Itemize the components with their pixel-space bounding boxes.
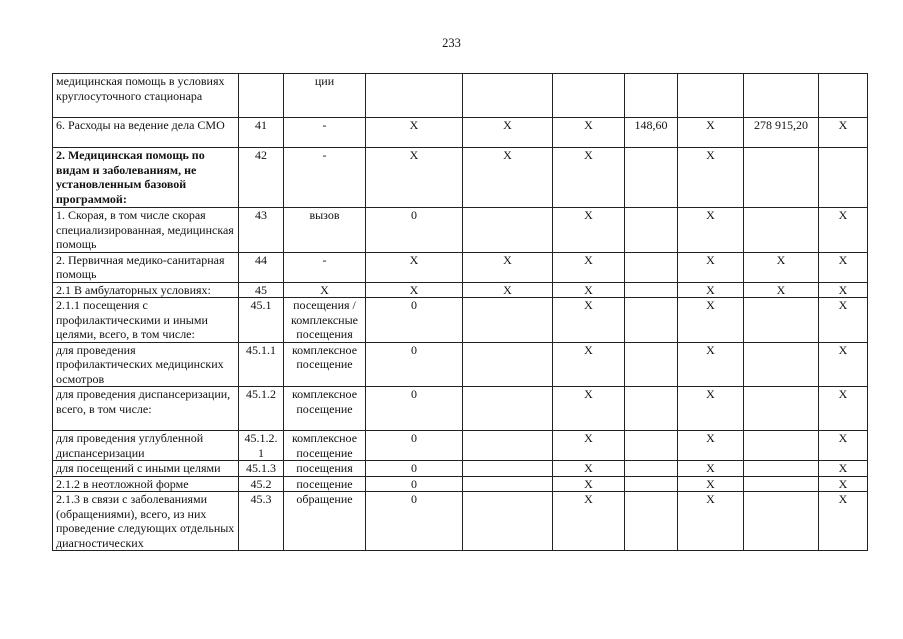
cell-col-10: X <box>819 476 868 492</box>
cell-col-10: X <box>819 342 868 387</box>
cell-col-4: 0 <box>366 342 463 387</box>
cell-row-code: 45.1.1 <box>239 342 284 387</box>
cell-col-9 <box>744 298 819 343</box>
cell-col-8: X <box>678 282 744 298</box>
cell-col-6: X <box>553 298 625 343</box>
cell-col-9: X <box>744 282 819 298</box>
cell-col-10 <box>819 148 868 208</box>
cell-col-8: X <box>678 252 744 282</box>
cell-col-8: X <box>678 148 744 208</box>
cell-col-5 <box>463 74 553 118</box>
cell-col-10: X <box>819 298 868 343</box>
cell-col-10: X <box>819 492 868 551</box>
cell-row-code: 43 <box>239 208 284 253</box>
cell-col-5 <box>463 476 553 492</box>
cell-col-7 <box>625 148 678 208</box>
cell-col-4: 0 <box>366 461 463 477</box>
cell-row-code: 45.2 <box>239 476 284 492</box>
cell-col-9 <box>744 431 819 461</box>
cell-unit: - <box>284 148 366 208</box>
cell-unit: посещения / комплексные посещения <box>284 298 366 343</box>
cell-col-5: X <box>463 118 553 148</box>
table-row <box>53 118 868 148</box>
cell-name: 2. Первичная медико-санитарная помощь <box>53 252 239 282</box>
cell-col-5 <box>463 298 553 343</box>
cell-row-code: 41 <box>239 118 284 148</box>
cell-col-8: X <box>678 118 744 148</box>
cell-col-7 <box>625 492 678 551</box>
cell-unit: обращение <box>284 492 366 551</box>
cell-col-5 <box>463 387 553 431</box>
financing-table <box>52 73 868 551</box>
cell-col-10: X <box>819 387 868 431</box>
cell-col-9 <box>744 476 819 492</box>
table-row <box>53 387 868 431</box>
cell-col-10: X <box>819 252 868 282</box>
cell-col-5 <box>463 492 553 551</box>
cell-col-6: X <box>553 282 625 298</box>
cell-col-7 <box>625 342 678 387</box>
cell-col-9 <box>744 208 819 253</box>
cell-col-4: X <box>366 148 463 208</box>
cell-col-8: X <box>678 298 744 343</box>
cell-name: 2.1.1 посещения с профилактическими и иными целями, всего, в том числе: <box>53 298 239 343</box>
cell-name: 2.1 В амбулаторных условиях: <box>53 282 239 298</box>
page-number: 233 <box>442 36 461 50</box>
table-row <box>53 476 868 492</box>
table-row <box>53 431 868 461</box>
cell-unit: - <box>284 252 366 282</box>
cell-col-5: X <box>463 282 553 298</box>
cell-row-code: 45.3 <box>239 492 284 551</box>
cell-name: 6. Расходы на ведение дела СМО <box>53 118 239 148</box>
cell-col-5: X <box>463 148 553 208</box>
cell-col-4: 0 <box>366 492 463 551</box>
cell-col-8: X <box>678 461 744 477</box>
cell-name: 2.1.2 в неотложной форме <box>53 476 239 492</box>
cell-row-code: 45 <box>239 282 284 298</box>
cell-col-4: 0 <box>366 476 463 492</box>
cell-col-9 <box>744 492 819 551</box>
cell-col-5: X <box>463 252 553 282</box>
cell-name: для проведения углубленной диспансеризации <box>53 431 239 461</box>
cell-unit: вызов <box>284 208 366 253</box>
cell-col-7 <box>625 74 678 118</box>
cell-row-code: 45.1 <box>239 298 284 343</box>
table-row <box>53 74 868 118</box>
cell-row-code: 45.1.3 <box>239 461 284 477</box>
cell-col-7 <box>625 252 678 282</box>
cell-unit: комплексное посещение <box>284 342 366 387</box>
cell-col-10 <box>819 74 868 118</box>
cell-col-8: X <box>678 492 744 551</box>
cell-col-4 <box>366 74 463 118</box>
cell-col-8: X <box>678 387 744 431</box>
cell-col-6: X <box>553 387 625 431</box>
cell-name: для проведения профилактических медицинских осмотров <box>53 342 239 387</box>
cell-col-4: X <box>366 282 463 298</box>
cell-col-9 <box>744 342 819 387</box>
cell-row-code: 44 <box>239 252 284 282</box>
cell-col-5 <box>463 431 553 461</box>
cell-col-8: X <box>678 476 744 492</box>
cell-col-6: X <box>553 492 625 551</box>
cell-col-4: 0 <box>366 208 463 253</box>
cell-unit: - <box>284 118 366 148</box>
cell-col-4: X <box>366 252 463 282</box>
cell-col-9: X <box>744 252 819 282</box>
cell-row-code: 42 <box>239 148 284 208</box>
cell-col-4: 0 <box>366 431 463 461</box>
cell-row-code: 45.1.2.1 <box>239 431 284 461</box>
cell-col-6: X <box>553 342 625 387</box>
table-row <box>53 461 868 477</box>
cell-row-code: 45.1.2 <box>239 387 284 431</box>
cell-col-6: X <box>553 252 625 282</box>
cell-col-5 <box>463 342 553 387</box>
cell-unit: X <box>284 282 366 298</box>
table-row <box>53 252 868 282</box>
cell-name: для проведения диспансеризации, всего, в том числе: <box>53 387 239 431</box>
cell-col-7 <box>625 387 678 431</box>
cell-col-9: 278 915,20 <box>744 118 819 148</box>
cell-col-7 <box>625 461 678 477</box>
cell-name: для посещений с иными целями <box>53 461 239 477</box>
table-body <box>53 74 868 551</box>
table-row <box>53 298 868 343</box>
cell-col-6: X <box>553 461 625 477</box>
cell-name: медицинская помощь в условиях круглосуточного стационара <box>53 74 239 118</box>
cell-unit: посещения <box>284 461 366 477</box>
table-row <box>53 492 868 551</box>
cell-name: 2. Медицинская помощь по видам и заболеваниям, не установленным базовой программой: <box>53 148 239 208</box>
cell-col-10: X <box>819 431 868 461</box>
cell-col-8: X <box>678 342 744 387</box>
cell-col-7 <box>625 298 678 343</box>
cell-col-8: X <box>678 208 744 253</box>
cell-col-4: 0 <box>366 298 463 343</box>
cell-col-10: X <box>819 118 868 148</box>
cell-col-6 <box>553 74 625 118</box>
cell-col-10: X <box>819 208 868 253</box>
cell-col-7 <box>625 476 678 492</box>
cell-unit: посещение <box>284 476 366 492</box>
cell-col-10: X <box>819 282 868 298</box>
cell-unit: комплексное посещение <box>284 431 366 461</box>
cell-name: 2.1.3 в связи с заболеваниями (обращениями), всего, из них проведение следующих отдельных диагностических <box>53 492 239 551</box>
cell-col-9 <box>744 148 819 208</box>
table-row <box>53 282 868 298</box>
cell-col-9 <box>744 74 819 118</box>
cell-col-5 <box>463 208 553 253</box>
cell-col-9 <box>744 387 819 431</box>
table-row <box>53 342 868 387</box>
cell-col-7 <box>625 431 678 461</box>
cell-col-7 <box>625 208 678 253</box>
cell-col-4: 0 <box>366 387 463 431</box>
cell-col-7 <box>625 282 678 298</box>
cell-col-4: X <box>366 118 463 148</box>
cell-col-6: X <box>553 431 625 461</box>
cell-col-6: X <box>553 208 625 253</box>
table-row <box>53 208 868 253</box>
cell-col-7: 148,60 <box>625 118 678 148</box>
cell-unit: комплексное посещение <box>284 387 366 431</box>
cell-name: 1. Скорая, в том числе скорая специализированная, медицинская помощь <box>53 208 239 253</box>
cell-col-6: X <box>553 476 625 492</box>
cell-col-8 <box>678 74 744 118</box>
cell-col-9 <box>744 461 819 477</box>
cell-col-10: X <box>819 461 868 477</box>
cell-col-6: X <box>553 148 625 208</box>
table-row <box>53 148 868 208</box>
cell-col-8: X <box>678 431 744 461</box>
cell-col-5 <box>463 461 553 477</box>
cell-col-6: X <box>553 118 625 148</box>
cell-unit: ции <box>284 74 366 118</box>
cell-row-code <box>239 74 284 118</box>
